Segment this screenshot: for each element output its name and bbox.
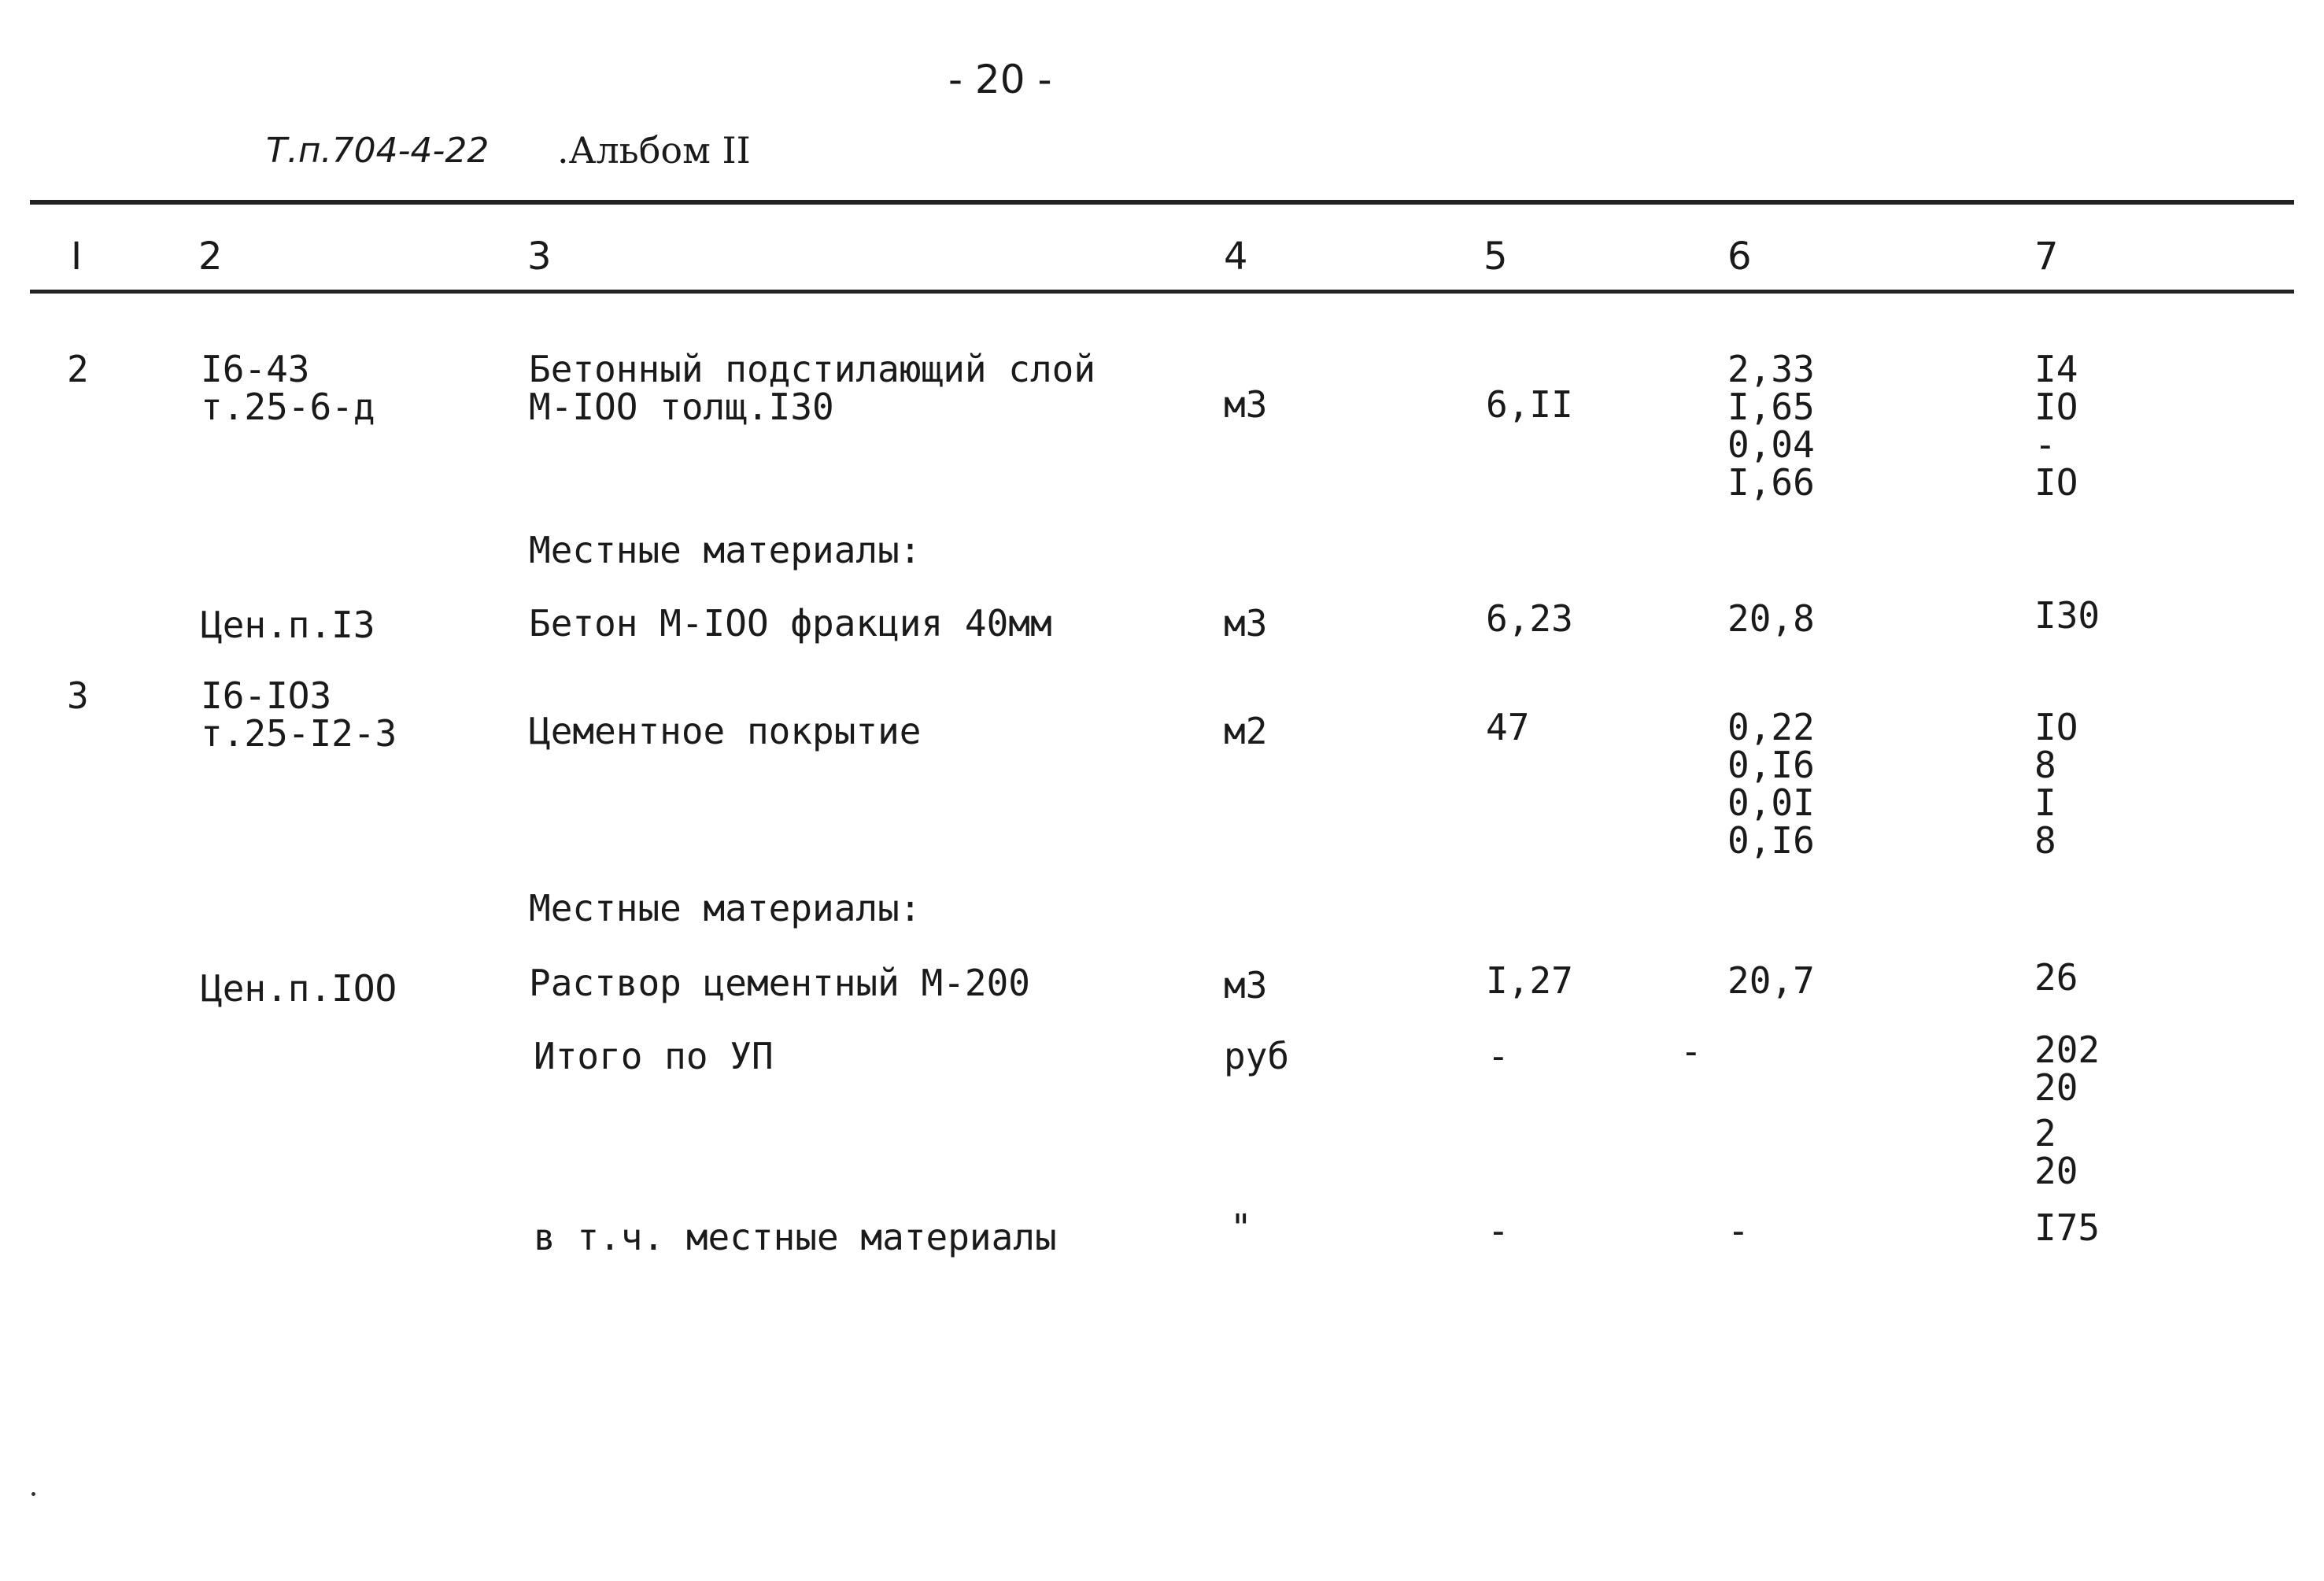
- row-description: в т.ч. местные материалы: [534, 1216, 1057, 1258]
- row-totals: 202 20 2 20: [2034, 1029, 2100, 1192]
- row-unit: м3: [1224, 602, 1268, 645]
- top-rule: [30, 200, 2294, 205]
- row-price: 20,8: [1727, 597, 1815, 640]
- row-number: 2: [67, 348, 89, 390]
- row-description: Бетон М-IOO фракция 40мм: [529, 602, 1052, 645]
- column-header-4: 4: [1224, 235, 1248, 279]
- row-quantity: 6,23: [1486, 597, 1573, 640]
- row-description: Цементное покрытие: [529, 710, 922, 752]
- row-quantity: 47: [1486, 706, 1530, 748]
- row-total: I30: [2034, 594, 2100, 637]
- row-quantity: I,27: [1486, 959, 1573, 1002]
- row-price: 20,7: [1727, 959, 1815, 1002]
- page-number: - 20 -: [948, 57, 1052, 102]
- row-unit: ": [1230, 1206, 1252, 1249]
- row-price: -: [1680, 1030, 1702, 1073]
- stray-mark: [31, 1492, 35, 1496]
- row-unit: м2: [1224, 710, 1268, 752]
- row-code: I6-IO3 т.25-I2-3: [201, 674, 397, 755]
- column-header-3: 3: [527, 235, 552, 279]
- column-header-7: 7: [2034, 235, 2059, 279]
- row-unit: м3: [1224, 964, 1268, 1007]
- row-unit: руб: [1224, 1035, 1290, 1077]
- document-code: Т.п.704-4-22: [266, 131, 490, 171]
- row-totals: I4 IO - IO: [2034, 348, 2078, 504]
- row-code: I6-43 т.25-6-д: [201, 348, 375, 428]
- header-rule: [30, 290, 2294, 294]
- album-label: .Альбом II: [557, 129, 751, 172]
- row-description: Бетонный подстилающий слой М-IOO толщ.I30: [529, 348, 1096, 428]
- row-code: Цен.п.I3: [201, 604, 375, 646]
- row-code: Цен.п.IOO: [201, 967, 397, 1010]
- column-header-5: 5: [1483, 235, 1508, 279]
- row-description: Раствор цементный М-200: [529, 962, 1030, 1004]
- row-number: 3: [67, 674, 89, 717]
- column-header-2: 2: [198, 235, 223, 279]
- column-header-1: I: [71, 235, 83, 279]
- row-total: 26: [2034, 956, 2078, 999]
- column-header-6: 6: [1727, 235, 1752, 279]
- section-label: Местные материалы:: [529, 887, 922, 929]
- section-label: Местные материалы:: [529, 529, 922, 571]
- row-description: Итого по УП: [534, 1035, 774, 1077]
- row-unit: м3: [1224, 383, 1268, 426]
- row-quantity: -: [1487, 1035, 1509, 1077]
- row-total: I75: [2034, 1206, 2100, 1249]
- row-prices: 0,22 0,I6 0,0I 0,I6: [1727, 706, 1815, 862]
- row-totals: IO 8 I 8: [2034, 706, 2078, 862]
- row-quantity: 6,II: [1486, 383, 1573, 426]
- row-price: -: [1727, 1210, 1749, 1252]
- row-quantity: -: [1487, 1210, 1509, 1252]
- row-prices: 2,33 I,65 0,04 I,66: [1727, 348, 1815, 504]
